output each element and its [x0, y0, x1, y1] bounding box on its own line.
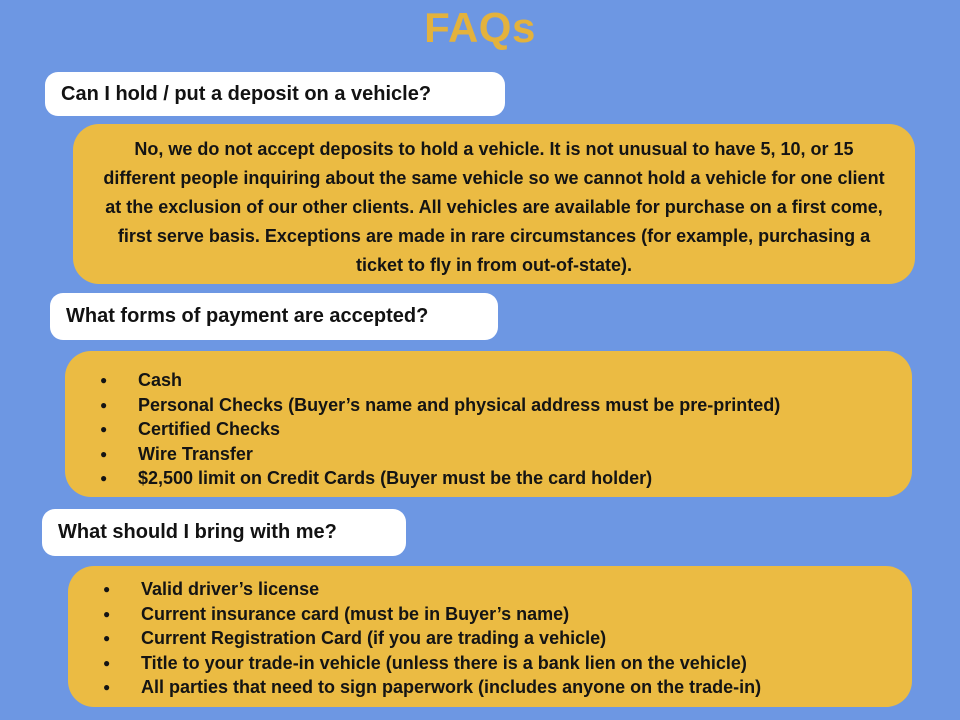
payment-methods-list — [65, 368, 892, 491]
answer-paragraph: No, we do not accept deposits to hold a vehicle. It is not unusual to have 5, 10, or 15 different people inquiring about the same vehicle so we cannot hold a vehicle for one client at the exclusion of our other clients. All vehicles are available for purchase on a first come, first serve basis. Exceptions are made in rare circumstances (for example, purchasing a ticket to fly in from out-of-state). — [103, 139, 885, 275]
bullet-icon: ● — [100, 397, 108, 412]
bullet-icon: ● — [103, 631, 111, 645]
bullet-icon: ● — [100, 422, 108, 436]
question-card-deposit — [45, 72, 505, 116]
question-label: What should I bring with me? — [58, 521, 337, 543]
list-item — [65, 466, 892, 491]
list-item-label: Cash — [138, 370, 183, 390]
list-item — [65, 442, 892, 467]
list-item-label: Valid driver’s license — [141, 579, 320, 599]
list-item — [68, 675, 892, 700]
list-item-label: Title to your trade-in vehicle (unless there is a bank lien on the vehicle) — [141, 652, 747, 673]
bullet-icon: ● — [100, 471, 108, 485]
question-card-bring — [42, 509, 406, 556]
list-item-label: Current insurance card (must be in Buyer’s name) — [141, 603, 570, 624]
bullet-icon: ● — [103, 680, 111, 694]
list-item-label: $2,500 limit on Credit Cards (Buyer must be the card holder) — [138, 468, 653, 488]
question-card-payment — [50, 293, 498, 340]
answer-card-payment — [65, 351, 912, 497]
question-label: Can I hold / put a deposit on a vehicle? — [61, 82, 432, 105]
answer-card-bring — [68, 566, 912, 707]
question-label: What forms of payment are accepted? — [66, 305, 429, 327]
bullet-icon: ● — [103, 655, 111, 670]
list-item — [68, 602, 892, 627]
list-item-label: Personal Checks (Buyer’s name and physical address must be pre-printed) — [138, 394, 781, 415]
list-item-label: All parties that need to sign paperwork (includes anyone on the trade-in) — [141, 677, 762, 697]
list-item-label: Wire Transfer — [138, 443, 253, 464]
page-title: FAQs — [424, 4, 536, 51]
list-item-label: Current Registration Card (if you are trading a vehicle) — [141, 628, 607, 648]
list-item — [68, 651, 892, 676]
list-item — [68, 626, 892, 651]
list-item — [65, 393, 892, 418]
list-item-label: Certified Checks — [138, 419, 281, 439]
list-item — [65, 368, 892, 393]
bullet-icon: ● — [103, 582, 111, 596]
list-item — [68, 577, 892, 602]
bring-items-list — [68, 577, 892, 700]
bullet-icon: ● — [103, 606, 111, 621]
bullet-icon: ● — [100, 373, 108, 387]
list-item — [65, 417, 892, 442]
bullet-icon: ● — [100, 446, 108, 461]
answer-card-deposit — [73, 124, 915, 284]
